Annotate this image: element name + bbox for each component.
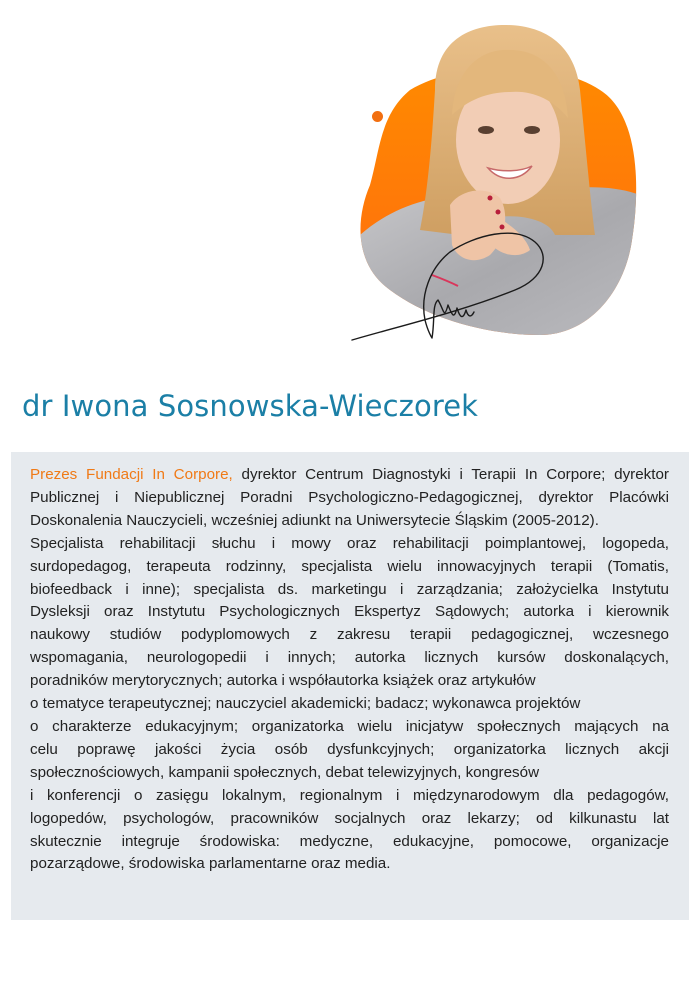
- portrait-illustration: [340, 20, 660, 350]
- bio-line-16: logopedów, psychologów, pracowników socjalnych oraz lekarzy; od kilkunastu lat: [30, 809, 669, 827]
- bio-line-1-text: dyrektor Centrum Diagnostyki i Terapii In Corpore; dyrektor: [232, 466, 669, 483]
- bio-line-9: wspomagania, neurologopedii i innych; autorka licznych kursów doskonalących,: [30, 649, 669, 667]
- bio-line-5: surdopedagog, terapeuta rodzinny, specjalista wielu innowacyjnych terapii (Tomatis,: [30, 557, 669, 575]
- bio-accent-prefix: Prezes Fundacji In Corpore,: [30, 466, 233, 483]
- biography-box: [11, 452, 689, 920]
- bio-line-14: społecznościowych, kampanii społecznych, debat telewizyjnych, kongresów: [30, 763, 540, 781]
- bio-line-15: i konferencji o zasięgu lokalnym, regionalnym i międzynarodowym dla pedagogów,: [30, 786, 669, 804]
- bio-line-2: Publicznej i Niepublicznej Poradni Psychologiczno-Pedagogicznej, dyrektor Placówki: [30, 488, 669, 506]
- biography-text: [30, 464, 669, 876]
- bio-line-4: Specjalista rehabilitacji słuchu i mowy oraz rehabilitacji poimplantowej, logopeda,: [30, 534, 669, 552]
- bio-line-18: pozarządowe, środowiska parlamentarne oraz media.: [30, 855, 391, 873]
- bio-line-11: o tematyce terapeutycznej; nauczyciel akademicki; badacz; wykonawca projektów: [30, 695, 581, 713]
- portrait-image: [340, 20, 660, 350]
- bio-line-8: naukowy studiów podyplomowych z zakresu terapii pedagogicznej, wczesnego: [30, 626, 669, 644]
- person-name-heading: dr Iwona Sosnowska-Wieczorek: [22, 389, 479, 423]
- bio-line-13: celu poprawę jakości życia osób dysfunkcyjnych; organizatorka licznych akcji: [30, 740, 669, 758]
- bio-line-7: Dysleksji oraz Instytutu Psychologicznych Ekspertyz Sądowych; autorka i kierownik: [30, 603, 669, 621]
- decorative-orange-dot: [372, 111, 383, 122]
- bio-line-10: poradników merytorycznych; autorka i współautorka książek oraz artykułów: [30, 672, 536, 690]
- bio-line-3: Doskonalenia Nauczycieli, wcześniej adiunkt na Uniwersytecie Śląskim (2005-2012).: [30, 511, 599, 529]
- bio-line-12: o charakterze edukacyjnym; organizatorka wielu inicjatyw społecznych mających na: [30, 717, 669, 735]
- bio-line-17: skutecznie integruje środowiska: medyczne, edukacyjne, pomocowe, organizacje: [30, 832, 669, 850]
- bio-line-6: biofeedback i inne); specjalista ds. marketingu i zarządzania; założycielka Instytutu: [30, 580, 669, 598]
- bio-line-1: [30, 464, 669, 487]
